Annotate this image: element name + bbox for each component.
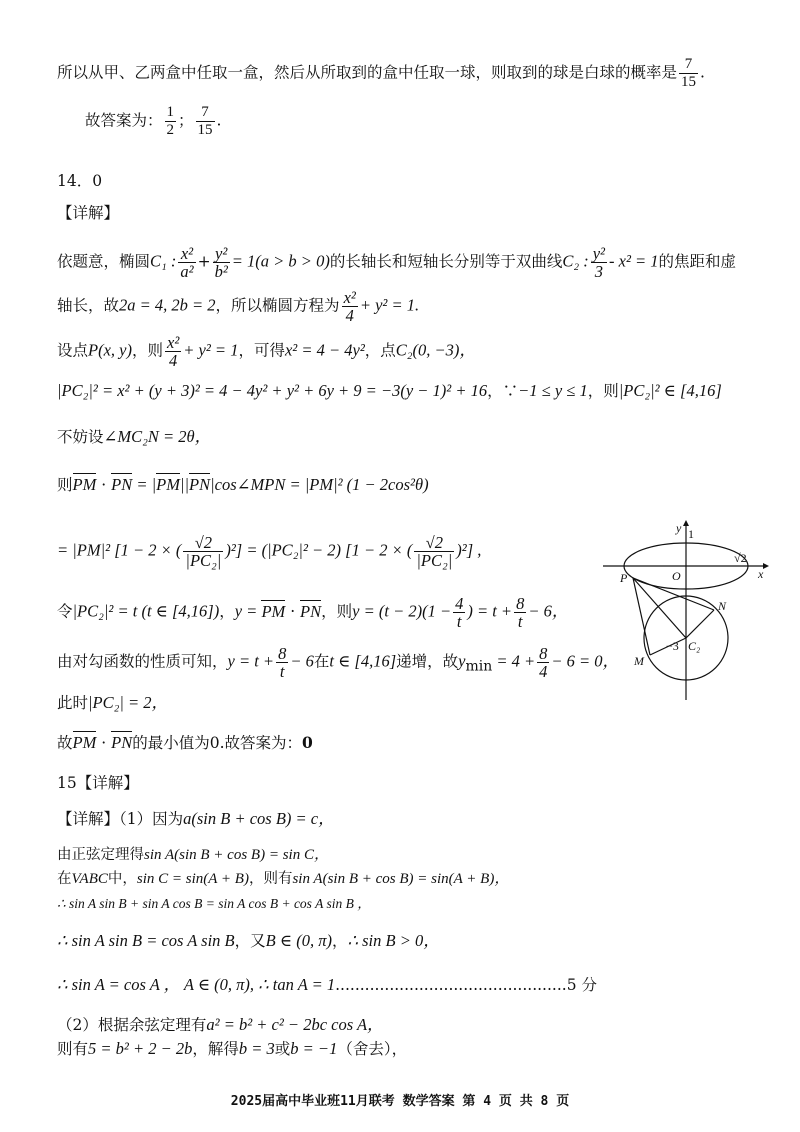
line-solve-b: 则有5 = b² + 2 − 2b，解得b = 3或b = −1（舍去）， [57,1039,408,1058]
line-sine-rule: 由正弦定理得sin A(sin B + cos B) = sin C， [57,847,329,863]
line-monotonic: 由对勾函数的性质可知，y = t + $\frac{8}{t}$ − 6在t ∈ [4,16]递增，故$y_{min} = 4$ + $\frac{8}{4}$ − 6 = 0， [57,644,620,681]
line-angle-assume: 不妨设∠MC₂N = 2θ， [57,427,212,446]
line-cosine-rule: （2）根据余弦定理有a² = b² + c² − 2bc cos A， [57,1015,384,1034]
label-origin: O [672,569,681,583]
line-dot-product: 则PM · PN = |PM||PN|cos∠MPN = |PM|² (1 − 2cos²θ) [57,475,429,494]
label-tick-m3: −3 [666,639,679,653]
fraction-1-2: $\frac{1}{2}$ [166,104,175,138]
line-tan-a: ∴ sin A = cos A ， A ∈ (0, π), ∴ tan A = 1...............................................5 分 [57,975,597,994]
fraction-7-15: $\frac{7}{15}$ [681,56,697,90]
line-axis-lengths: 轴长，故2a = 4, 2b = 2，所以椭圆方程为 $\frac{\text{x²}}{4}$ + y² = 1. [57,288,420,325]
label-p: P [620,571,628,585]
line-dot-product-expand: = |PM|² [1 − 2 × ( $\frac{√2}{\text{|PC₂|}}$ )²] = (|PC₂|² − 2) [1 − 2 × ( $\frac{√2}{\text{|PC₂|}}$ )²] , [57,533,482,570]
ellipse-circle-figure [598,520,773,705]
line-given-condition: 【详解】（1）因为a(sin B + cos B) = c， [57,809,335,828]
line-answer-1: 故答案为： $\frac{1}{2}$ ； $\frac{7}{15}$ . [85,104,222,138]
label-tick-sqrt2: √2 [734,551,747,565]
label-m: M [634,654,644,668]
line-substitute-t: 令|PC₂|² = t (t ∈ [4,16])，y = PM · PN，则y = (t − 2)(1 − $\frac{4}{t}$ ) = t + $\frac{8}{t}$ − 6， [57,594,569,631]
line-point-p: 设点P(x, y)，则 $\frac{\text{x²}}{4}$ + y² = 1，可得x² = 4 − 4y²，点C₂(0, −3)， [57,333,476,370]
y-axis-arrow [683,520,689,526]
segment-pm [633,578,650,655]
label-x: x [758,567,764,581]
label-y: y [676,521,682,535]
question-14-heading: 14．0 [57,172,103,190]
line-prob-result: 所以从甲、乙两盒中任取一盒，然后从所取到的盒中任取一球，则取到的球是白球的概率是 $\frac{7}{15}$ . [57,56,705,90]
label-c2: C₂ [688,639,701,653]
label-n: N [718,599,727,613]
line-sinasinb: ∴ sin A sin B = cos A sin B，又B ∈ (0, π)，∴ sin B > 0， [57,931,440,950]
detail-label-14: 【详解】 [57,204,120,222]
line-answer-14: 故PM · PN的最小值为0.故答案为：0 [57,733,313,752]
label-tick-1: 1 [688,527,694,541]
line-expand-sines: ∴ sin A sin B + sin A cos B = sin A cos B + cos A sin B ， [57,896,371,911]
line-pc2-squared: |PC₂|² = x² + (y + 3)² = 4 − 4y² + y² + 6y + 9 = −3(y − 1)² + 16，∵−1 ≤ y ≤ 1，则|PC₂|² ∈ [4,16] [57,381,722,400]
question-15-heading: 15【详解】 [57,774,139,792]
fraction-7-15-b: $\frac{7}{15}$ [197,104,213,138]
line-ellipse-def: 依题意，椭圆C₁ : $\frac{\text{x²}}{\text{a²}}$ + $\frac{\text{y²}}{\text{b²}}$ = 1(a > b > 0)的长轴长和短轴长分别等于双曲线C₂ : $\frac{\text{y²}}{3}$ - x² = 1的焦距和虚 [57,244,737,281]
line-pc2-value: 此时|PC₂| = 2， [57,693,169,712]
page-footer: 2025届高中毕业班11月联考 数学答案 第 4 页 共 8 页 [230,1094,570,1109]
segment-c2n [686,610,714,638]
line-in-triangle: 在VABC中，sin C = sin(A + B)，则有sin A(sin B + cos B) = sin(A + B)， [57,871,510,887]
x-axis-arrow [763,563,769,569]
